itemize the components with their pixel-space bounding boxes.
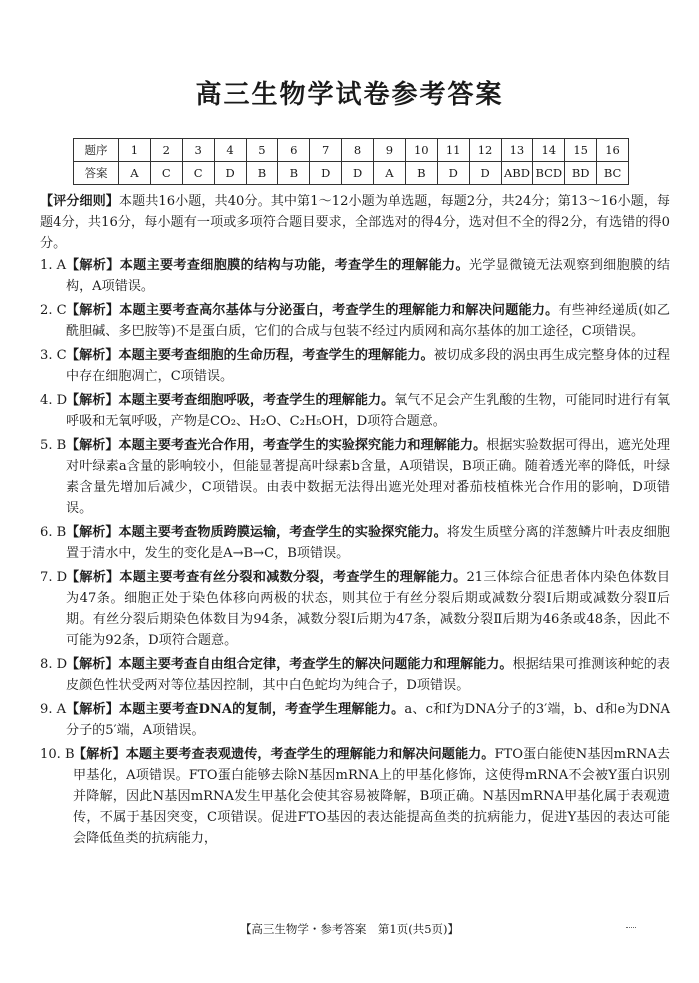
answer-cell: B [278, 162, 310, 185]
item-explanation [73, 744, 670, 849]
item-text: 有些神经递质(如乙酰胆碱、多巴胺等)不是蛋白质，它们的合成与包装不经过内质网和高尔基体的加工途径，C项错误。 [66, 303, 671, 339]
question-number-cell: 9 [374, 139, 406, 162]
answer-cell: D [310, 162, 342, 185]
question-number-cell: 13 [501, 139, 533, 162]
explanation-item [40, 522, 670, 564]
item-explanation [66, 699, 670, 741]
page-title: 高三生物学试卷参考答案 [195, 80, 504, 110]
item-answer: 5. B [40, 438, 67, 453]
question-number-cell: 14 [533, 139, 565, 162]
item-focus: 本题主要考查高尔基体与分泌蛋白，考查学生的理解能力和解决问题能力。 [119, 303, 559, 318]
page-footer: 【高三生物学・参考答案 第1页(共5页)】 [239, 922, 460, 936]
item-explanation [66, 435, 670, 519]
answer-cell: D [469, 162, 501, 185]
item-text: 氧气不足会产生乳酸的生物，可能同时进行有氧呼吸和无氧呼吸，产物是CO₂、H₂O、C₂H₅OH，D项符合题意。 [66, 393, 671, 429]
scoring-tag: 【评分细则】 [40, 194, 119, 209]
question-number-cell: 16 [597, 139, 629, 162]
question-number-cell: 3 [182, 139, 214, 162]
answer-cell: BC [597, 162, 629, 185]
answer-body [40, 191, 670, 852]
item-explanation [66, 345, 670, 387]
analysis-tag: 【解析】 [66, 438, 119, 453]
item-explanation [66, 654, 670, 696]
explanation-list [40, 255, 670, 849]
answer-cell: ABD [501, 162, 533, 185]
question-number-cell: 12 [469, 139, 501, 162]
question-number-cell: 6 [278, 139, 310, 162]
question-number-cell: 7 [310, 139, 342, 162]
analysis-tag: 【解析】 [66, 258, 120, 273]
answer-cell: D [342, 162, 374, 185]
item-answer: 2. C [40, 303, 67, 318]
answer-table [73, 138, 629, 185]
question-number-cell: 11 [437, 139, 469, 162]
answer-cell: A [374, 162, 406, 185]
item-text: a、c和f为DNA分子的3′端，b、d和e为DNA分子的5′端，A项错误。 [66, 702, 671, 738]
answer-cell: C [150, 162, 182, 185]
item-text: 根据实验数据可得出，遮光处理对叶绿素a含量的影响较小，但能显著提高叶绿素b含量，A项错误，B项正确。随着透光率的降低，叶绿素含量先增加后减少，C项错误。由表中数据无法得出遮光处理对番茄枝植株光合作用的影响，D项错误。 [66, 438, 671, 516]
item-focus: 本题主要考查光合作用，考查学生的实验探究能力和理解能力。 [118, 438, 487, 453]
analysis-tag: 【解析】 [66, 525, 119, 540]
answer-table-number-row [74, 139, 629, 162]
item-focus: 本题主要考查DNA的复制，考查学生理解能力。 [119, 702, 405, 717]
scoring-text: 本题共16小题，共40分。其中第1～12小题为单选题，每题2分，共24分；第13～16小题，每题4分，共16分，每小题有一项或多项符合题目要求，全部选对的得4分，选对但不全的得2分，有选错的得0分。 [40, 194, 670, 251]
item-answer: 8. D [40, 657, 68, 672]
question-number-cell: 15 [565, 139, 597, 162]
item-explanation [66, 300, 670, 342]
item-answer: 10. B [40, 747, 75, 762]
item-answer: 4. D [40, 393, 68, 408]
question-number-cell: 8 [342, 139, 374, 162]
explanation-item [40, 744, 670, 849]
item-focus: 本题主要考查细胞的生命历程，考查学生的理解能力。 [118, 348, 434, 363]
analysis-tag: 【解析】 [66, 393, 119, 408]
item-focus: 本题主要考查细胞膜的结构与功能，考查学生的理解能力。 [119, 258, 469, 273]
explanation-item [40, 699, 670, 741]
item-answer: 3. C [40, 348, 67, 363]
explanation-item [40, 390, 670, 432]
answer-cell: B [246, 162, 278, 185]
item-explanation [66, 390, 670, 432]
explanation-item [40, 300, 670, 342]
item-focus: 本题主要考查自由组合定律，考查学生的解决问题能力和理解能力。 [118, 657, 513, 672]
item-answer: 7. D [40, 570, 68, 585]
item-text: 21三体综合征患者体内染色体数目为47条。细胞正处于染色体移向两极的状态，则其位于有丝分裂后期或减数分裂Ⅰ后期或减数分裂Ⅱ后期。有丝分裂后期染色体数目为94条，减数分裂Ⅰ后期为47条，减数分裂Ⅱ后期为46条或48条，因此不可能为92条，D项符合题意。 [66, 570, 671, 648]
question-number-cell: 4 [214, 139, 246, 162]
item-focus: 本题主要考查物质跨膜运输，考查学生的实验探究能力。 [118, 525, 447, 540]
answer-cell: D [437, 162, 469, 185]
analysis-tag: 【解析】 [66, 570, 120, 585]
item-answer: 9. A [40, 702, 67, 717]
corner-mark [626, 927, 636, 930]
item-explanation [66, 522, 670, 564]
row-header-number: 题序 [74, 139, 119, 162]
analysis-tag: 【解析】 [66, 348, 119, 363]
answer-cell: C [182, 162, 214, 185]
explanation-item [40, 654, 670, 696]
explanation-item [40, 567, 670, 651]
question-number-cell: 1 [119, 139, 151, 162]
item-text: 被切成多段的涡虫再生成完整身体的过程中存在细胞凋亡，C项错误。 [66, 348, 671, 384]
answer-table-answer-row [74, 162, 629, 185]
explanation-item [40, 345, 670, 387]
answer-cell: BCD [533, 162, 565, 185]
item-answer: 6. B [40, 525, 67, 540]
analysis-tag: 【解析】 [66, 303, 120, 318]
question-number-cell: 5 [246, 139, 278, 162]
analysis-tag: 【解析】 [66, 657, 119, 672]
row-header-answer: 答案 [74, 162, 119, 185]
item-focus: 本题主要考查细胞呼吸，考查学生的理解能力。 [118, 393, 395, 408]
item-explanation [66, 255, 670, 297]
item-text: 将发生质壁分离的洋葱鳞片叶表皮细胞置于清水中，发生的变化是A→B→C，B项错误。 [66, 525, 671, 561]
scoring-rules [40, 191, 670, 254]
item-focus: 本题主要考查有丝分裂和减数分裂，考查学生的理解能力。 [119, 570, 467, 585]
item-explanation [66, 567, 670, 651]
analysis-tag: 【解析】 [73, 747, 126, 762]
item-text: FTO蛋白能使N基因mRNA去甲基化，A项错误。FTO蛋白能够去除N基因mRNA上的甲基化修饰，这使得mRNA不会被Y蛋白识别并降解，因此N基因mRNA发生甲基化会使其容易被降解，B项正确。N基因mRNA甲基化属于表观遗传，不属于基因突变，C项错误。促进FTO基因的表达能提高鱼类的抗病能力，促进Y基因的表达可能会降低鱼类的抗病能力， [73, 747, 671, 846]
question-number-cell: 10 [405, 139, 437, 162]
explanation-item [40, 255, 670, 297]
item-focus: 本题主要考查表观遗传，考查学生的理解能力和解决问题能力。 [125, 747, 495, 762]
item-answer: 1. A [40, 258, 67, 273]
explanation-item [40, 435, 670, 519]
answer-cell: BD [565, 162, 597, 185]
question-number-cell: 2 [150, 139, 182, 162]
analysis-tag: 【解析】 [66, 702, 119, 717]
answer-cell: A [119, 162, 151, 185]
answer-cell: B [405, 162, 437, 185]
item-text: 根据结果可推测该种蛇的表皮颜色性状受两对等位基因控制，其中白色蛇均为纯合子，D项错误。 [66, 657, 671, 693]
item-text: 光学显微镜无法观察到细胞膜的结构，A项错误。 [66, 258, 670, 294]
answer-cell: D [214, 162, 246, 185]
